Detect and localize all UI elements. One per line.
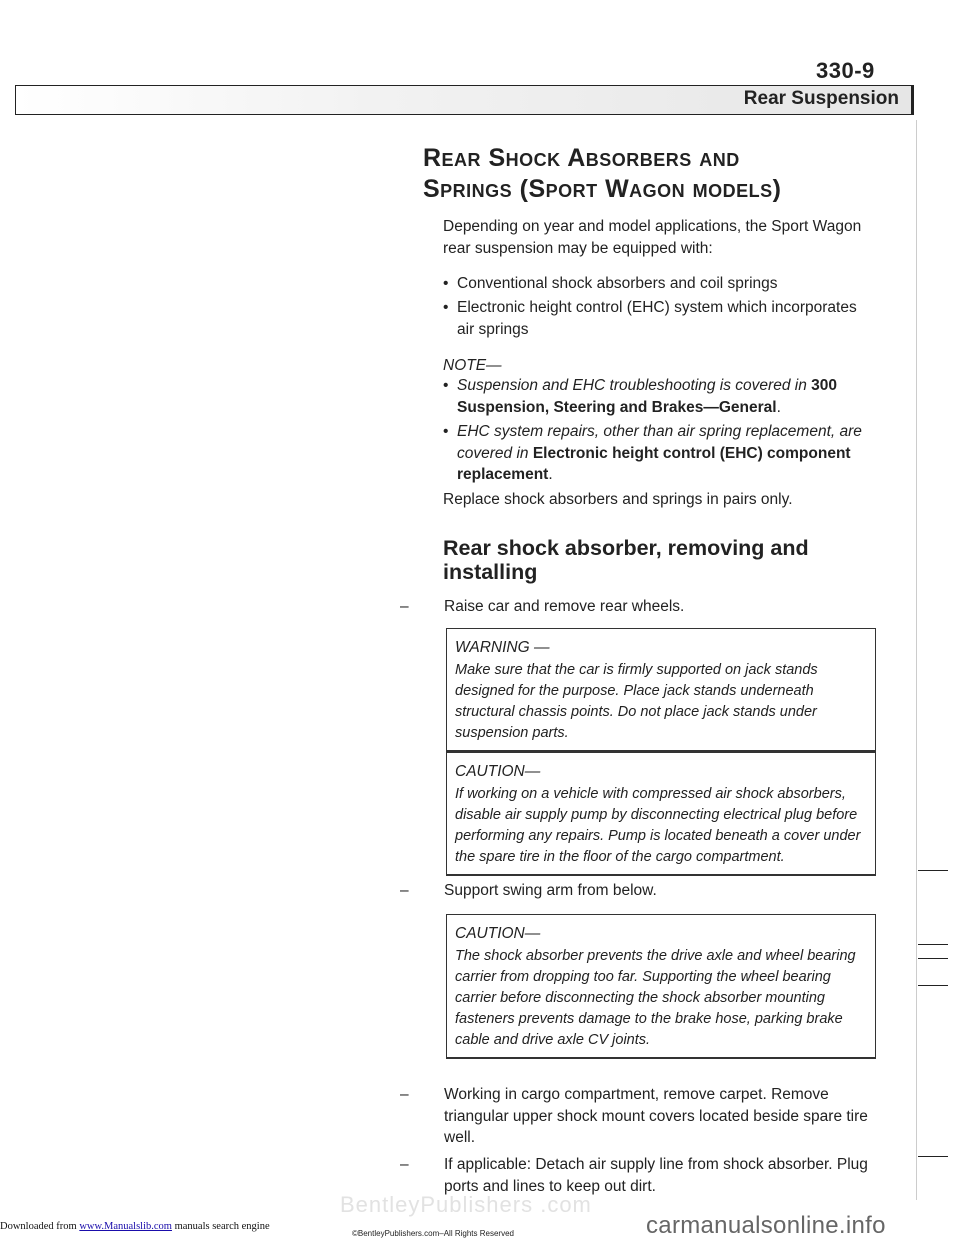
note-text: EHC system repairs, other than air spring replacement, are covered in [457,423,862,462]
warning-text: Make sure that the car is firmly supported on jack stands designed for the purpose. Place jack stands underneath structural chassis points. Do not place jack stands under suspension parts. [455,662,818,741]
caution-label: CAUTION— [455,925,541,942]
section-title: Rear shock absorber, removing and installing [443,536,809,584]
margin-tick [918,985,948,986]
replace-paragraph: Replace shock absorbers and springs in pairs only. [443,491,793,508]
page-number: 330-9 [816,58,875,83]
bullet-item: • Conventional shock absorbers and coil springs [443,273,873,295]
note-text: Suspension and EHC troubleshooting is covered in [457,377,812,394]
caution-box [446,752,876,876]
note-item [443,375,873,418]
page-title-line-1: Rear Shock Absorbers and [423,144,740,172]
page-title-line-2: Springs (Sport Wagon models) [423,175,782,203]
margin-tick [918,944,948,945]
footer-download-note [0,1221,270,1232]
margin-tick [918,958,948,959]
caution-box [446,914,876,1059]
procedure-step: – Raise car and remove rear wheels. [400,596,875,618]
note-end: . [548,466,553,483]
caution-label: CAUTION— [455,763,541,780]
manualslib-link[interactable]: www.Manualslib.com [79,1221,172,1232]
warning-box [446,628,876,752]
procedure-step: – If applicable: Detach air supply line from shock absorber. Plug ports and lines to keep out dirt. [400,1154,875,1197]
section-header-title: Rear Suspension [743,88,899,109]
watermark: BentleyPublishers .com [340,1192,592,1217]
page-title [423,143,863,205]
note-reference-link[interactable]: Electronic height control (EHC) component replacement [457,444,851,483]
margin-tick [918,870,948,871]
margin-rule [916,120,917,1200]
warning-label: WARNING — [455,639,550,656]
margin-tick [918,1156,948,1157]
note-label: NOTE— [443,357,502,374]
intro-paragraph: Depending on year and model applications, the Sport Wagon rear suspension may be equipped with: [443,218,862,257]
note-item [443,421,873,486]
section-header-bar [15,85,914,115]
footer-prefix: Downloaded from [0,1221,80,1232]
note-end: . [776,398,781,416]
caution-text: The shock absorber prevents the drive axle and wheel bearing carrier from dropping too far. Supporting the wheel bearing carrier before disconnecting the shock absorber mounting fasteners prevents damage to the brake hose, parking brake cable and drive axle CV joints. [455,948,856,1048]
caution-text: If working on a vehicle with compressed air shock absorbers, disable air supply pump by disconnecting electrical plug before performing any repairs. Pump is located beneath a cover under the spare tire in the floor of the cargo compartment. [455,786,861,865]
footer-suffix: manuals search engine [171,1221,270,1232]
note-reference-link[interactable]: 300 Suspension, Steering and Brakes—General [457,377,838,416]
procedure-step: – Working in cargo compartment, remove carpet. Remove triangular upper shock mount covers located beside spare tire well. [400,1084,875,1149]
procedure-step: – Support swing arm from below. [400,880,875,902]
bullet-item: • Electronic height control (EHC) system which incorporates air springs [443,297,873,340]
footer-copyright: ©BentleyPublishers.com–All Rights Reserved [352,1229,514,1238]
footer-site-watermark: carmanualsonline.info [646,1212,886,1239]
